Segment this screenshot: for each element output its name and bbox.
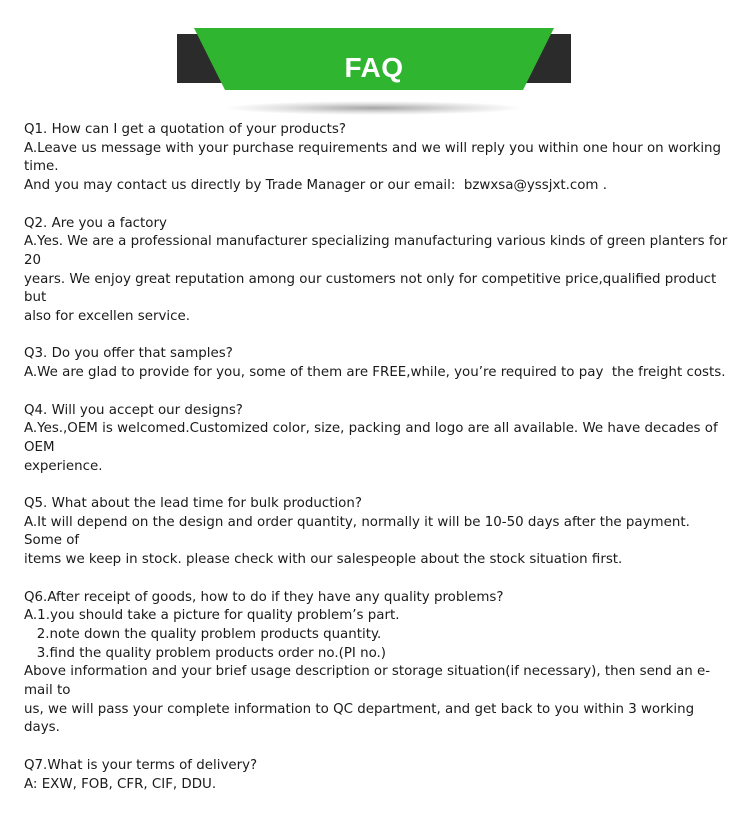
faq-answer-line: Above information and your brief usage description or storage situation(if necessary), then send an e-mail to (24, 664, 711, 699)
faq-item-1 (24, 121, 730, 196)
faq-answer-line: A.1.you should take a picture for quality problem’s part. (24, 608, 400, 624)
page-title: FAQ (344, 52, 404, 83)
faq-question: Q4. Will you accept our designs? (24, 402, 243, 418)
faq-question: Q2. Are you a factory (24, 215, 167, 231)
faq-item-5 (24, 495, 730, 570)
banner-shadow (224, 101, 524, 115)
faq-question: Q6.After receipt of goods, how to do if they have any quality problems? (24, 589, 504, 605)
faq-list (24, 121, 730, 813)
faq-answer-line: 2.note down the quality problem products quantity. (24, 626, 382, 642)
faq-answer-line: A.It will depend on the design and order quantity, normally it will be 10-50 days after the payment. Some of (24, 514, 695, 549)
faq-answer-line: A.Leave us message with your purchase requirements and we will reply you within one hour on working time. (24, 140, 726, 175)
faq-answer-line: years. We enjoy great reputation among our customers not only for competitive price,qualified product but (24, 271, 721, 306)
faq-answer-line: A.Yes.,OEM is welcomed.Customized color, size, packing and logo are all available. We have decades of OEM (24, 421, 722, 455)
faq-item-4 (24, 402, 730, 477)
faq-item-7 (24, 757, 730, 794)
faq-item-2 (24, 215, 730, 327)
faq-question: Q3. Do you offer that samples? (24, 346, 233, 362)
faq-item-3 (24, 345, 730, 382)
faq-answer-line: experience. (24, 458, 103, 474)
faq-item-6 (24, 589, 730, 739)
faq-banner (177, 28, 571, 118)
faq-answer-line: 3.find the quality problem products order no.(PI no.) (24, 645, 387, 661)
faq-answer-line: And you may contact us directly by Trade Manager or our email: bzwxsa@yssjxt.com . (24, 178, 607, 194)
faq-question: Q7.What is your terms of delivery? (24, 757, 258, 773)
faq-answer-line: A.Yes. We are a professional manufacturer specializing manufacturing various kinds of green planters for 20 (24, 234, 732, 268)
faq-answer-line: us, we will pass your complete information to QC department, and get back to you within 3 working days. (24, 701, 699, 736)
faq-answer-line: A: EXW, FOB, CFR, CIF, DDU. (24, 776, 217, 792)
faq-answer-line: A.We are glad to provide for you, some of them are FREE,while, you’re required to pay the freight costs. (24, 365, 726, 381)
faq-answer-line: items we keep in stock. please check with our salespeople about the stock situation first. (24, 552, 623, 568)
faq-answer-line: also for excellen service. (24, 309, 190, 325)
faq-question: Q1. How can I get a quotation of your products? (24, 122, 346, 137)
faq-question: Q5. What about the lead time for bulk production? (24, 496, 362, 511)
